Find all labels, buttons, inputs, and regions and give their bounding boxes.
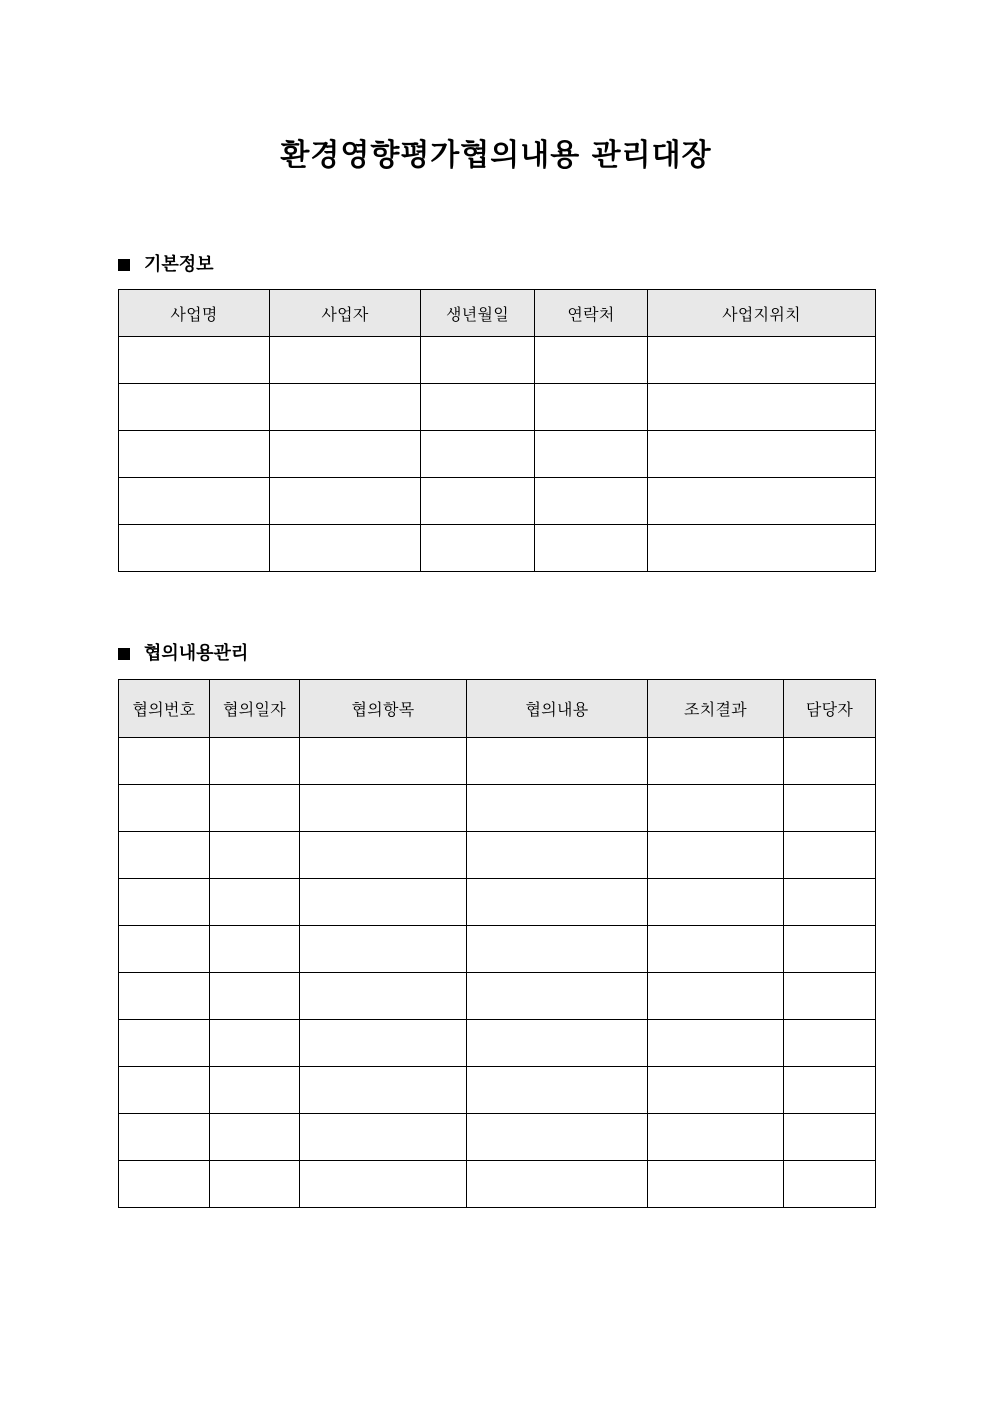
- table-cell[interactable]: [535, 525, 648, 572]
- table-cell[interactable]: [119, 973, 210, 1020]
- table-cell[interactable]: [300, 1067, 467, 1114]
- document-title: 환경영향평가협의내용 관리대장: [280, 138, 712, 173]
- table-row: [119, 738, 876, 785]
- table-cell[interactable]: [270, 478, 421, 525]
- table-cell[interactable]: [119, 384, 270, 431]
- table-cell[interactable]: [119, 1020, 210, 1067]
- table-row: [119, 1114, 876, 1161]
- table-cell[interactable]: [648, 431, 876, 478]
- table-row: [119, 337, 876, 384]
- table-cell[interactable]: [784, 973, 876, 1020]
- table-cell[interactable]: [535, 478, 648, 525]
- section-heading-basic-info: [118, 253, 214, 277]
- section-heading-label: 기본정보: [144, 254, 214, 275]
- table-cell[interactable]: [648, 879, 784, 926]
- column-header-business-name: 사업명: [119, 290, 270, 337]
- table-cell[interactable]: [119, 926, 210, 973]
- table-cell[interactable]: [270, 431, 421, 478]
- column-header-action-result: 조치결과: [648, 680, 784, 738]
- table-cell[interactable]: [119, 1161, 210, 1208]
- table-cell[interactable]: [119, 879, 210, 926]
- table-cell[interactable]: [300, 879, 467, 926]
- table-cell[interactable]: [300, 832, 467, 879]
- table-cell[interactable]: [119, 738, 210, 785]
- table-cell[interactable]: [784, 1067, 876, 1114]
- table-row: [119, 478, 876, 525]
- table-header-row: [119, 680, 876, 738]
- table-cell[interactable]: [210, 1114, 300, 1161]
- table-row: [119, 431, 876, 478]
- table-cell[interactable]: [467, 785, 648, 832]
- table-cell[interactable]: [210, 879, 300, 926]
- table-cell[interactable]: [648, 832, 784, 879]
- table-cell[interactable]: [467, 832, 648, 879]
- table-cell[interactable]: [648, 738, 784, 785]
- table-cell[interactable]: [119, 1067, 210, 1114]
- table-row: [119, 525, 876, 572]
- table-row: [119, 384, 876, 431]
- table-cell[interactable]: [119, 431, 270, 478]
- table-row: [119, 785, 876, 832]
- table-row: [119, 1161, 876, 1208]
- table-cell[interactable]: [421, 525, 535, 572]
- table-cell[interactable]: [300, 785, 467, 832]
- table-cell[interactable]: [535, 431, 648, 478]
- table-cell[interactable]: [784, 738, 876, 785]
- consultation-table-body: [119, 738, 876, 1208]
- table-cell[interactable]: [784, 1114, 876, 1161]
- section-heading-consultation: [118, 642, 248, 666]
- table-row: [119, 1067, 876, 1114]
- table-row: [119, 832, 876, 879]
- table-row: [119, 926, 876, 973]
- column-header-consultation-date: 협의일자: [210, 680, 300, 738]
- table-cell[interactable]: [421, 337, 535, 384]
- table-cell[interactable]: [648, 926, 784, 973]
- table-cell[interactable]: [421, 431, 535, 478]
- table-cell[interactable]: [467, 926, 648, 973]
- table-cell[interactable]: [648, 1114, 784, 1161]
- table-cell[interactable]: [784, 1020, 876, 1067]
- table-row: [119, 879, 876, 926]
- table-cell[interactable]: [467, 1020, 648, 1067]
- table-cell[interactable]: [648, 1020, 784, 1067]
- table-header-row: [119, 290, 876, 337]
- table-cell[interactable]: [467, 738, 648, 785]
- table-cell[interactable]: [210, 1161, 300, 1208]
- table-cell[interactable]: [119, 1114, 210, 1161]
- table-cell[interactable]: [270, 525, 421, 572]
- table-cell[interactable]: [467, 1161, 648, 1208]
- table-cell[interactable]: [467, 1114, 648, 1161]
- table-cell[interactable]: [648, 973, 784, 1020]
- table-cell[interactable]: [784, 879, 876, 926]
- table-cell[interactable]: [535, 337, 648, 384]
- table-cell[interactable]: [210, 1067, 300, 1114]
- table-cell[interactable]: [648, 1067, 784, 1114]
- table-cell[interactable]: [467, 879, 648, 926]
- column-header-consultation-content: 협의내용: [467, 680, 648, 738]
- column-header-consultation-number: 협의번호: [119, 680, 210, 738]
- consultation-table: [118, 679, 876, 1208]
- column-header-person-in-charge: 담당자: [784, 680, 876, 738]
- table-cell[interactable]: [784, 1161, 876, 1208]
- column-header-site-location: 사업지위치: [648, 290, 876, 337]
- column-header-consultation-item: 협의항목: [300, 680, 467, 738]
- table-cell[interactable]: [210, 926, 300, 973]
- table-cell[interactable]: [210, 973, 300, 1020]
- table-cell[interactable]: [784, 785, 876, 832]
- table-cell[interactable]: [648, 525, 876, 572]
- table-cell[interactable]: [467, 1067, 648, 1114]
- column-header-birth-date: 생년월일: [421, 290, 535, 337]
- table-cell[interactable]: [648, 478, 876, 525]
- column-header-contact: 연락처: [535, 290, 648, 337]
- column-header-operator: 사업자: [270, 290, 421, 337]
- table-cell[interactable]: [119, 478, 270, 525]
- table-cell[interactable]: [535, 384, 648, 431]
- table-cell[interactable]: [119, 832, 210, 879]
- table-cell[interactable]: [300, 1161, 467, 1208]
- table-cell[interactable]: [210, 738, 300, 785]
- table-cell[interactable]: [300, 973, 467, 1020]
- table-cell[interactable]: [648, 384, 876, 431]
- table-cell[interactable]: [119, 785, 210, 832]
- table-cell[interactable]: [119, 525, 270, 572]
- table-cell[interactable]: [467, 973, 648, 1020]
- table-cell[interactable]: [300, 1114, 467, 1161]
- table-cell[interactable]: [210, 785, 300, 832]
- table-cell[interactable]: [270, 384, 421, 431]
- table-cell[interactable]: [648, 785, 784, 832]
- table-row: [119, 1020, 876, 1067]
- table-row: [119, 973, 876, 1020]
- table-cell[interactable]: [421, 478, 535, 525]
- table-cell[interactable]: [421, 384, 535, 431]
- table-cell[interactable]: [784, 926, 876, 973]
- table-cell[interactable]: [784, 832, 876, 879]
- table-cell[interactable]: [210, 832, 300, 879]
- basic-info-table: [118, 289, 876, 572]
- section-heading-label: 협의내용관리: [144, 643, 249, 664]
- table-cell[interactable]: [210, 1020, 300, 1067]
- table-cell[interactable]: [300, 1020, 467, 1067]
- table-cell[interactable]: [300, 926, 467, 973]
- table-cell[interactable]: [300, 738, 467, 785]
- table-cell[interactable]: [270, 337, 421, 384]
- basic-info-table-body: [119, 337, 876, 572]
- table-cell[interactable]: [648, 337, 876, 384]
- table-cell[interactable]: [648, 1161, 784, 1208]
- square-bullet-icon: [118, 648, 130, 660]
- square-bullet-icon: [118, 259, 130, 271]
- table-cell[interactable]: [119, 337, 270, 384]
